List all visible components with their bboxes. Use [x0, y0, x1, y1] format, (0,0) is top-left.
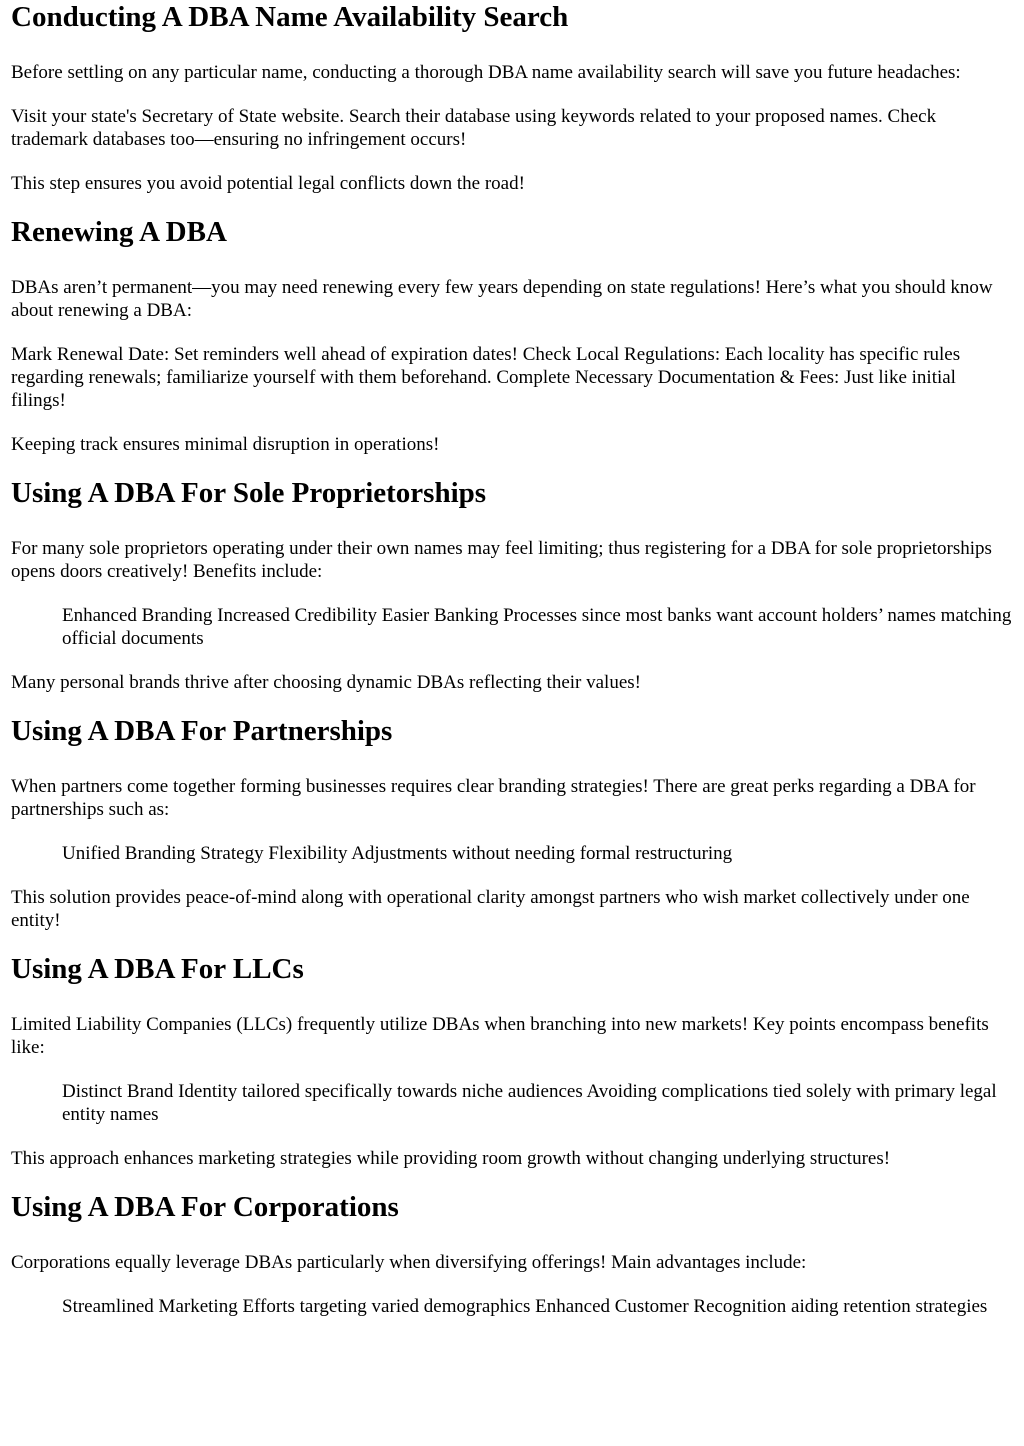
benefits-quote: Distinct Brand Identity tailored specifically towards niche audiences Avoiding complications tied solely with primary legal entity names: [62, 1081, 997, 1125]
article: [11, 0, 1014, 1318]
paragraph-conclusion: This approach enhances marketing strategies while providing room growth without changing underlying structures!: [11, 1148, 891, 1169]
paragraph-conclusion: Many personal brands thrive after choosing dynamic DBAs reflecting their values!: [11, 672, 641, 693]
section-renewing-dba: [11, 215, 1014, 456]
paragraph-intro: Limited Liability Companies (LLCs) frequently utilize DBAs when branching into new markets! Key points encompass benefits like:: [11, 1014, 989, 1058]
paragraph-intro: When partners come together forming businesses requires clear branding strategies! There are great perks regarding a DBA for partnerships such as:: [11, 776, 976, 820]
heading-renewing-dba: Renewing A DBA: [11, 216, 227, 248]
paragraph-intro: Corporations equally leverage DBAs particularly when diversifying offerings! Main advantages include:: [11, 1252, 807, 1273]
heading-llcs: Using A DBA For LLCs: [11, 953, 304, 985]
benefits-quote: Streamlined Marketing Efforts targeting varied demographics Enhanced Customer Recognition aiding retention strategies: [62, 1296, 988, 1317]
paragraph-conclusion: This solution provides peace-of-mind along with operational clarity amongst partners who wish market collectively under one entity!: [11, 887, 970, 931]
section-corporations: [11, 1190, 1014, 1318]
heading-partnerships: Using A DBA For Partnerships: [11, 715, 393, 747]
paragraph-intro: Before settling on any particular name, conducting a thorough DBA name availability search will save you future headaches:: [11, 62, 961, 83]
section-partnerships: [11, 714, 1014, 932]
section-name-availability-search: [11, 0, 1014, 195]
paragraph-conclusion: Keeping track ensures minimal disruption in operations!: [11, 434, 440, 455]
benefits-quote: Unified Branding Strategy Flexibility Adjustments without needing formal restructuring: [62, 843, 733, 864]
heading-corporations: Using A DBA For Corporations: [11, 1191, 399, 1223]
paragraph-intro: DBAs aren’t permanent—you may need renewing every few years depending on state regulations! Here’s what you should know about renewing a DBA:: [11, 277, 993, 321]
heading-name-availability-search: Conducting A DBA Name Availability Search: [11, 1, 569, 33]
paragraph-intro: For many sole proprietors operating under their own names may feel limiting; thus registering for a DBA for sole proprietorships opens doors creatively! Benefits include:: [11, 538, 992, 582]
paragraph-renewal-steps: Mark Renewal Date: Set reminders well ahead of expiration dates! Check Local Regulations: Each locality has specific rules regarding renewals; familiarize yourself with them beforehand. Complete Necessary Documentation & Fees: Just like initial filings!: [11, 344, 961, 411]
section-llcs: [11, 952, 1014, 1170]
paragraph-conclusion: This step ensures you avoid potential legal conflicts down the road!: [11, 173, 525, 194]
benefits-quote: Enhanced Branding Increased Credibility Easier Banking Processes since most banks want account holders’ names matching official documents: [62, 605, 1012, 649]
section-sole-proprietorships: [11, 476, 1014, 694]
paragraph-steps: Visit your state's Secretary of State website. Search their database using keywords related to your proposed names. Check trademark databases too—ensuring no infringement occurs!: [11, 106, 937, 150]
heading-sole-proprietorships: Using A DBA For Sole Proprietorships: [11, 477, 487, 509]
